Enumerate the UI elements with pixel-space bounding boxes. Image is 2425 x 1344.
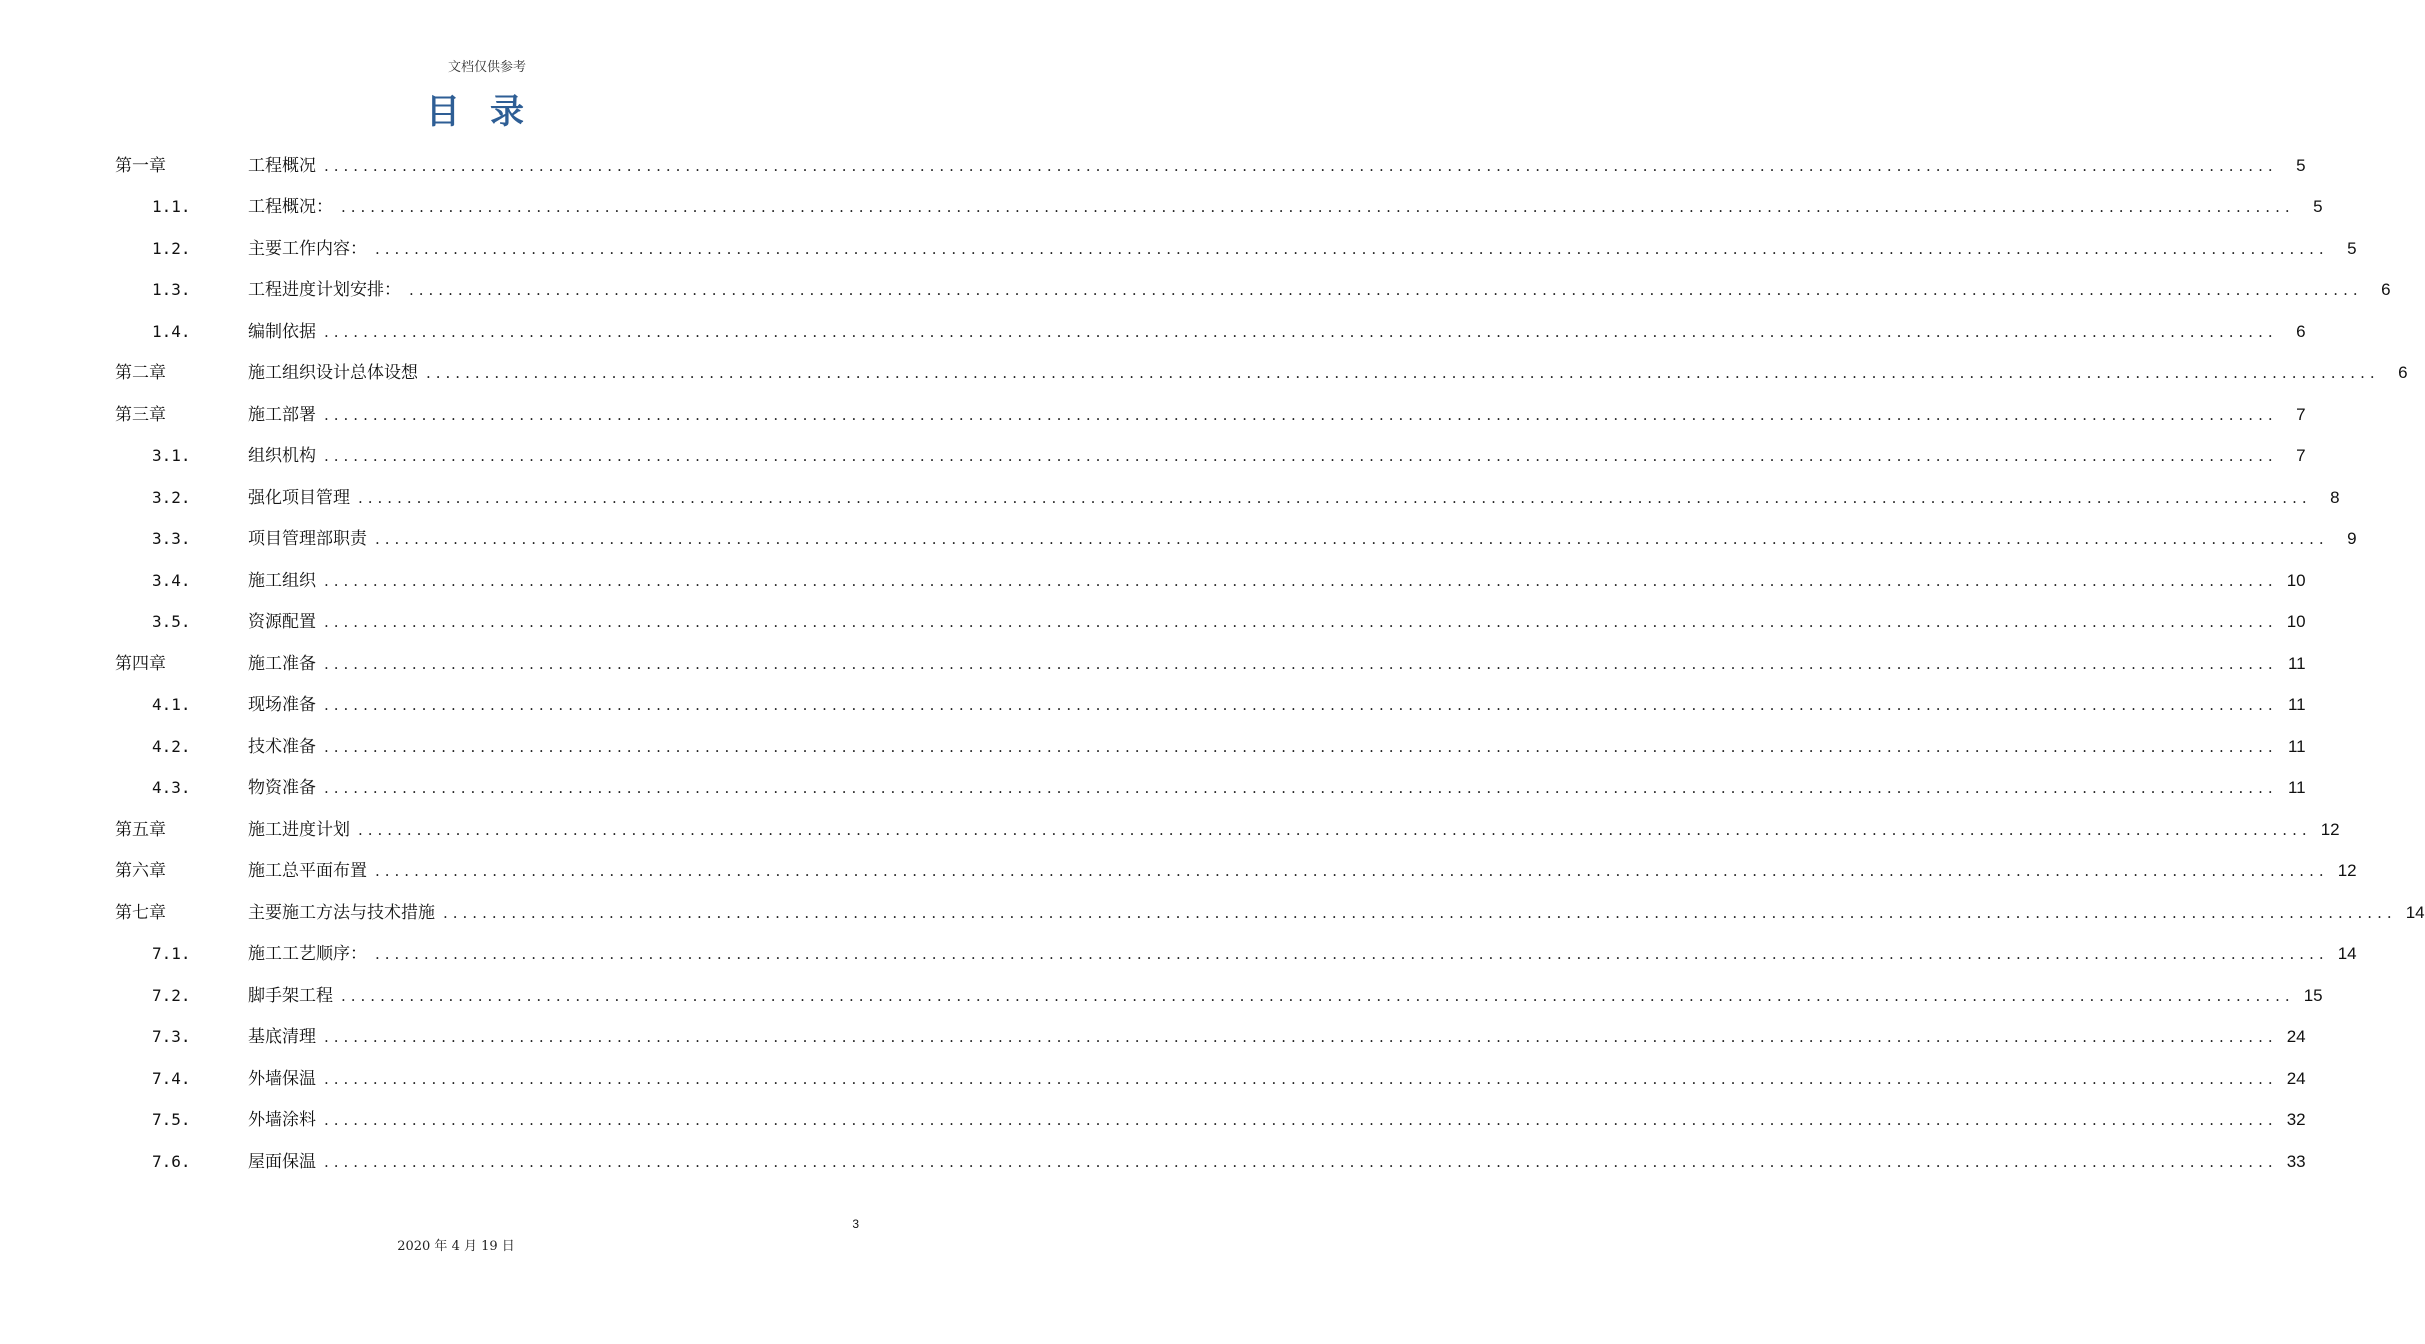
toc-entry-page: 33	[2286, 1151, 2306, 1171]
toc-title: 目录	[426, 92, 554, 132]
toc-leader-dots: ........................................................................................................................................................................................................	[409, 281, 2363, 300]
toc-leader-dots: ........................................................................................................................................................................................................	[443, 903, 2397, 922]
toc-entry-title: 基底清理	[248, 1027, 316, 1048]
toc-entry-number: 4.3.	[152, 778, 191, 798]
toc-entry-body	[248, 861, 2357, 882]
toc-entry-title: 现场准备	[248, 695, 316, 716]
toc-entry-page: 12	[2320, 819, 2340, 839]
toc-leader-dots: ........................................................................................................................................................................................................	[375, 862, 2329, 881]
toc-entry-title: 屋面保温	[248, 1151, 316, 1172]
toc-entry[interactable]	[115, 768, 2306, 810]
toc-entry-page: 11	[2287, 736, 2306, 756]
toc-entry[interactable]	[115, 228, 2357, 270]
header-note: 文档仅供参考	[447, 60, 526, 75]
toc-leader-dots: ........................................................................................................................................................................................................	[358, 488, 2312, 507]
toc-leader-dots: ........................................................................................................................................................................................................	[426, 364, 2380, 383]
toc-leader-dots: ........................................................................................................................................................................................................	[324, 737, 2278, 756]
toc-entry-number: 第七章	[115, 902, 166, 923]
toc-entry-body	[248, 280, 2391, 301]
toc-entry-body	[248, 985, 2323, 1006]
toc-entry-title: 主要工作内容：	[248, 238, 367, 259]
toc-entry-body	[248, 363, 2408, 384]
toc-entry-body	[248, 446, 2306, 467]
toc-entry[interactable]	[115, 892, 2425, 934]
toc-leader-dots: ........................................................................................................................................................................................................	[341, 198, 2295, 217]
toc-entry-page: 6	[2398, 363, 2408, 383]
toc-entry[interactable]	[115, 1141, 2306, 1183]
toc-entry-number: 第三章	[115, 404, 166, 425]
toc-entry-page: 5	[2296, 155, 2306, 175]
toc-entry-title: 施工组织设计总体设想	[248, 363, 418, 384]
toc-entry-body	[248, 404, 2306, 425]
toc-leader-dots: ........................................................................................................................................................................................................	[375, 945, 2329, 964]
toc-leader-dots: ........................................................................................................................................................................................................	[324, 696, 2278, 715]
toc-leader-dots: ........................................................................................................................................................................................................	[324, 654, 2278, 673]
page-number: 3	[852, 1217, 859, 1231]
toc-leader-dots: ........................................................................................................................................................................................................	[375, 239, 2329, 258]
toc-entry-number: 第二章	[115, 363, 166, 384]
toc-entry-title: 强化项目管理	[248, 487, 350, 508]
toc-entry-number: 7.6.	[152, 1151, 191, 1171]
toc-entry-page: 7	[2296, 404, 2306, 424]
toc-entry-body	[248, 570, 2306, 591]
toc-entry-title: 编制依据	[248, 321, 316, 342]
toc-entry-number: 1.1.	[152, 197, 191, 217]
toc-entry-number: 3.3.	[152, 529, 191, 549]
toc-entry-title: 资源配置	[248, 612, 316, 633]
toc-entry-page: 11	[2287, 778, 2306, 798]
toc-leader-dots: ........................................................................................................................................................................................................	[324, 613, 2278, 632]
toc-entry-page: 5	[2347, 238, 2357, 258]
toc-entry[interactable]	[115, 145, 2306, 187]
toc-entry[interactable]	[115, 685, 2306, 727]
toc-entry-title: 物资准备	[248, 778, 316, 799]
toc-entry-title: 工程概况：	[248, 197, 333, 218]
toc-entry-title: 工程进度计划安排：	[248, 280, 401, 301]
toc-entry-body	[248, 819, 2340, 840]
toc-entry-title: 主要施工方法与技术措施	[248, 902, 435, 923]
toc-entry[interactable]	[115, 394, 2306, 436]
toc-entry-page: 10	[2286, 570, 2306, 590]
toc-entry[interactable]	[115, 353, 2408, 395]
toc-leader-dots: ........................................................................................................................................................................................................	[324, 405, 2278, 424]
toc-entry[interactable]	[115, 809, 2340, 851]
toc-entry[interactable]	[115, 477, 2340, 519]
toc-entry-number: 7.4.	[152, 1068, 191, 1088]
toc-entry[interactable]	[115, 602, 2306, 644]
footer-date: 2020 年 4 月 19 日	[397, 1239, 515, 1254]
toc-entry-title: 施工部署	[248, 404, 316, 425]
toc-entry-number: 3.2.	[152, 487, 191, 507]
toc-leader-dots: ........................................................................................................................................................................................................	[324, 1111, 2278, 1130]
toc-entry-body	[248, 1027, 2306, 1048]
toc-entry-title: 技术准备	[248, 736, 316, 757]
toc-entry-number: 1.4.	[152, 321, 191, 341]
toc-entry-body	[248, 529, 2357, 550]
toc-entry-number: 7.5.	[152, 1110, 191, 1130]
toc-entry-body	[248, 653, 2306, 674]
toc-entry[interactable]	[115, 270, 2391, 312]
toc-entry[interactable]	[115, 519, 2357, 561]
toc-entry[interactable]	[115, 934, 2357, 976]
toc-leader-dots: ........................................................................................................................................................................................................	[375, 530, 2329, 549]
toc-entry-body	[248, 778, 2306, 799]
toc-entry-title: 工程概况	[248, 155, 316, 176]
toc-entry-number: 4.2.	[152, 736, 191, 756]
toc-leader-dots: ........................................................................................................................................................................................................	[324, 322, 2278, 341]
toc-entry-number: 3.4.	[152, 570, 191, 590]
toc-entry-body	[248, 902, 2425, 923]
toc-entry-title: 施工工艺顺序：	[248, 944, 367, 965]
toc-entry[interactable]	[115, 726, 2306, 768]
toc-entry-number: 7.3.	[152, 1027, 191, 1047]
toc-entry-page: 11	[2287, 695, 2306, 715]
toc-leader-dots: ........................................................................................................................................................................................................	[358, 820, 2312, 839]
toc-entry-page: 15	[2303, 985, 2323, 1005]
toc-entry[interactable]	[115, 1058, 2306, 1100]
toc-entry-body	[248, 155, 2306, 176]
toc-entry-page: 32	[2286, 1110, 2306, 1130]
toc-entry-title: 外墙涂料	[248, 1110, 316, 1131]
toc-entry-page: 6	[2296, 321, 2306, 341]
toc-entry[interactable]	[115, 436, 2306, 478]
toc-entry[interactable]	[115, 643, 2306, 685]
toc-entry-page: 7	[2296, 446, 2306, 466]
table-of-contents	[115, 145, 2425, 1183]
toc-entry[interactable]	[115, 311, 2306, 353]
toc-entry-title: 外墙保温	[248, 1068, 316, 1089]
toc-entry-body	[248, 736, 2306, 757]
toc-entry[interactable]	[115, 975, 2323, 1017]
toc-entry-number: 1.2.	[152, 238, 191, 258]
toc-leader-dots: ........................................................................................................................................................................................................	[324, 1152, 2278, 1171]
toc-entry-page: 10	[2286, 612, 2306, 632]
toc-leader-dots: ........................................................................................................................................................................................................	[324, 779, 2278, 798]
toc-entry[interactable]	[115, 560, 2306, 602]
toc-entry-body	[248, 944, 2357, 965]
toc-entry-page: 6	[2381, 280, 2391, 300]
toc-entry-title: 项目管理部职责	[248, 529, 367, 550]
toc-entry-title: 施工总平面布置	[248, 861, 367, 882]
toc-entry-body	[248, 695, 2306, 716]
toc-entry-page: 14	[2337, 944, 2357, 964]
toc-entry-body	[248, 612, 2306, 633]
toc-entry-page: 14	[2405, 902, 2425, 922]
toc-entry-number: 1.3.	[152, 280, 191, 300]
toc-entry-page: 8	[2330, 487, 2340, 507]
toc-entry-page: 12	[2337, 861, 2357, 881]
toc-entry-page: 24	[2286, 1027, 2306, 1047]
toc-entry-page: 9	[2347, 529, 2357, 549]
toc-entry-title: 脚手架工程	[248, 985, 333, 1006]
toc-entry-number: 4.1.	[152, 695, 191, 715]
toc-entry[interactable]	[115, 1100, 2306, 1142]
toc-entry-title: 施工准备	[248, 653, 316, 674]
toc-entry-number: 第五章	[115, 819, 166, 840]
toc-entry-body	[248, 487, 2340, 508]
toc-leader-dots: ........................................................................................................................................................................................................	[324, 571, 2278, 590]
toc-entry-page: 24	[2286, 1068, 2306, 1088]
toc-entry[interactable]	[115, 1017, 2306, 1059]
toc-leader-dots: ........................................................................................................................................................................................................	[341, 986, 2295, 1005]
toc-entry-number: 3.1.	[152, 446, 191, 466]
toc-leader-dots: ........................................................................................................................................................................................................	[324, 1069, 2278, 1088]
toc-entry-number: 第一章	[115, 155, 166, 176]
toc-entry-body	[248, 1068, 2306, 1089]
toc-entry-number: 第四章	[115, 653, 166, 674]
toc-entry-title: 施工组织	[248, 570, 316, 591]
toc-leader-dots: ........................................................................................................................................................................................................	[324, 1028, 2278, 1047]
toc-leader-dots: ........................................................................................................................................................................................................	[324, 447, 2278, 466]
toc-entry-number: 3.5.	[152, 612, 191, 632]
toc-entry-title: 施工进度计划	[248, 819, 350, 840]
toc-entry-number: 7.2.	[152, 985, 191, 1005]
toc-entry-page: 5	[2313, 197, 2323, 217]
toc-entry-number: 第六章	[115, 861, 166, 882]
toc-entry-body	[248, 1151, 2306, 1172]
toc-entry[interactable]	[115, 187, 2323, 229]
toc-entry-body	[248, 1110, 2306, 1131]
toc-entry-body	[248, 321, 2306, 342]
toc-entry-title: 组织机构	[248, 446, 316, 467]
toc-leader-dots: ........................................................................................................................................................................................................	[324, 156, 2278, 175]
toc-entry-number: 7.1.	[152, 944, 191, 964]
toc-entry-page: 11	[2287, 653, 2306, 673]
toc-entry[interactable]	[115, 851, 2357, 893]
toc-entry-body	[248, 238, 2357, 259]
toc-entry-body	[248, 197, 2323, 218]
